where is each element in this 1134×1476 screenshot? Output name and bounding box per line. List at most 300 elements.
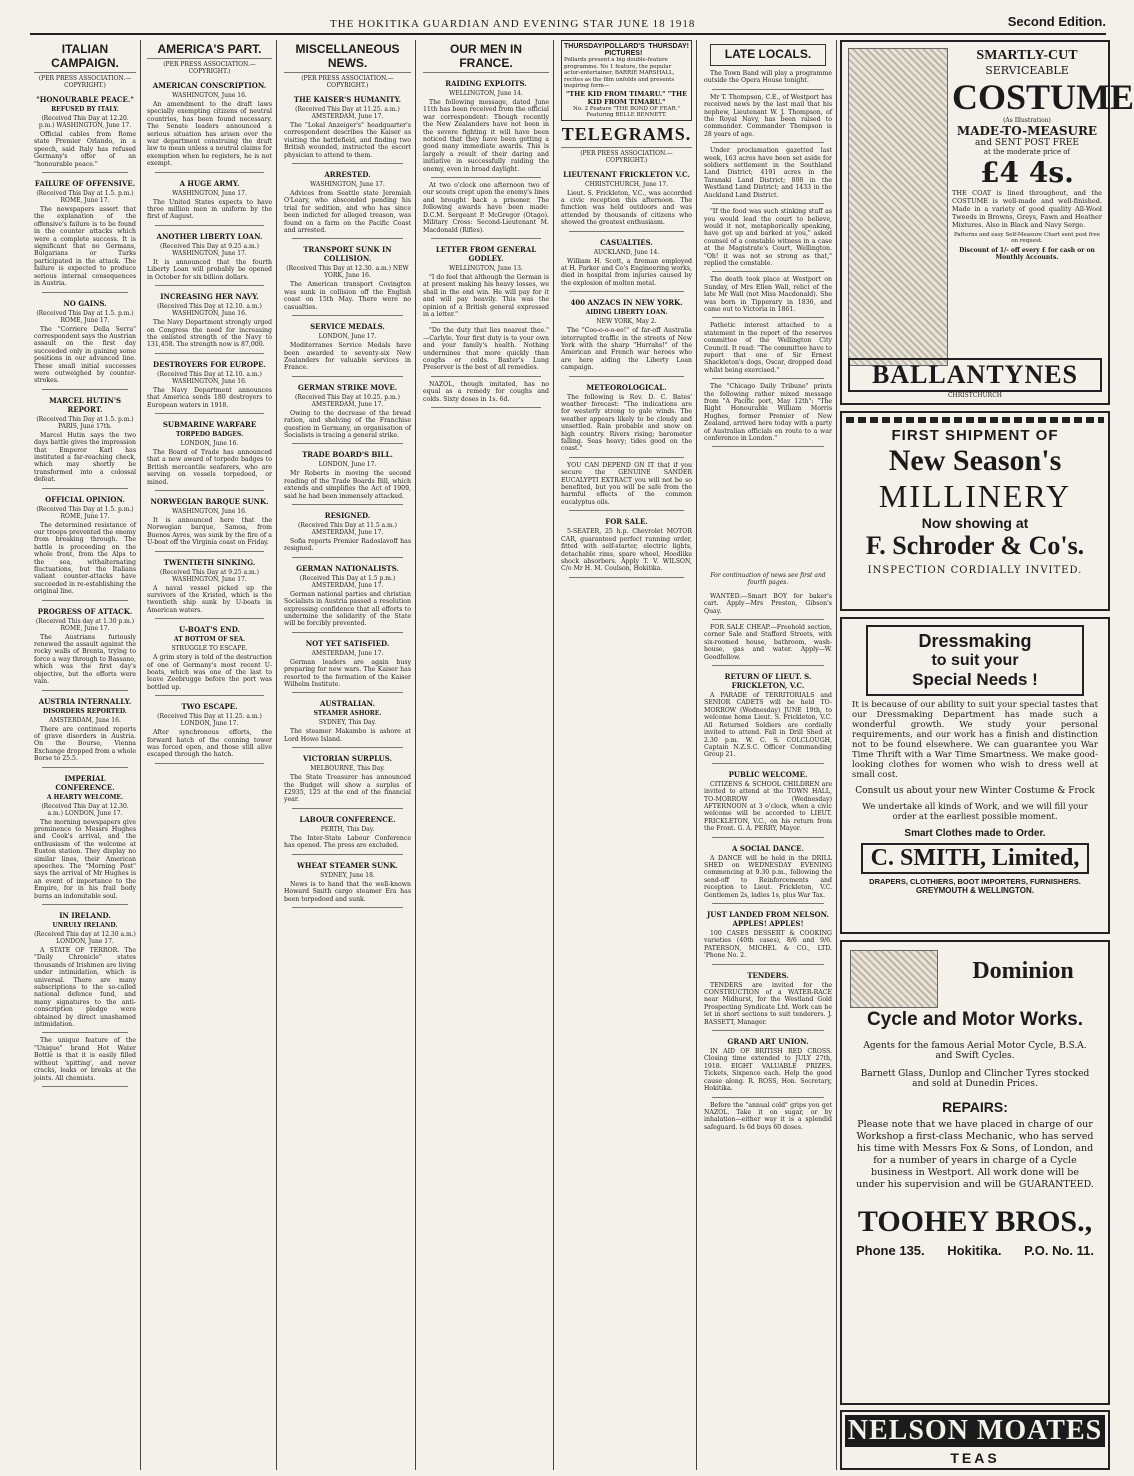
article-body: An amendment to the draft laws specially exempting citizens of neutral countries, has been found necessary. The Senate leaders announced a serious situation has arisen over the war department construing the draft law to mean unless a neutral claims for exemption when he registers, he is not exempt. <box>147 101 272 168</box>
pollards-day-left: THURSDAY! <box>564 43 605 50</box>
article-body: The American transport Covington was sunk in collision off the English coast on 15th May. There were no casualties. <box>284 281 411 311</box>
article-subheading: REFUSED BY ITALY. <box>51 106 119 113</box>
column-italian-campaign <box>30 40 141 1470</box>
article-divider <box>42 1086 128 1087</box>
smith-dressmaking-ad <box>840 617 1110 934</box>
column-our-men-in-france <box>419 40 554 1470</box>
article-dateline: (Received This Day at 12.20. p.m.) WASHINGTON, June 17. <box>38 115 132 129</box>
article-dateline: AMSTERDAM, June 17. <box>311 649 384 657</box>
article <box>704 276 832 318</box>
article <box>284 383 411 445</box>
article-dateline: (Received This Day at 9.25 a.m.) WASHINGTON, June 17. <box>160 568 259 583</box>
toohey-town: Hokitika. <box>947 1243 1002 1258</box>
article-body: "If the food was such stinking stuff as you would lead the court to believe, would it not, metaphorically speaking, have got up and barked at you," asked counsel of a constable witness in a case at the Magistrate's Court, Wellington. "Oh! it was not so strong as that," replied the constable. <box>704 208 832 267</box>
article-body: YOU CAN DEPEND ON IT that if you secure the GENUINE SANDER EUCALYPTI EXTRACT you will not be so benefited, but you will be safe from the harmful effects of the common eucalyptus oils. <box>561 461 692 506</box>
article-heading: U-BOAT'S END. <box>179 625 240 635</box>
article-heading: MARCEL HUTIN'S REPORT. <box>48 395 122 414</box>
toohey-phone: Phone 135. <box>856 1243 925 1258</box>
article-heading: AMERICAN CONSCRIPTION. <box>152 81 267 90</box>
article <box>284 699 411 748</box>
schroder-brand: F. Schroder & Co's. <box>865 531 1085 560</box>
article-dateline: WELLINGTON, June 13. <box>449 264 523 272</box>
article-divider <box>569 376 684 377</box>
article-divider <box>42 389 128 390</box>
frickleton-notice: A PARADE of TERRITORIALS and SENIOR CADETS will be held TO-MORROW (Wednesday) JUNE 19th, to welcome home Lieut. S. Frickleton, V.C. All Returned Soldiers are cordially invited to attend. Fall in Drill Shed at 2.30 p.m. W. C. S. COLCLOUGH, Captain N.Z.S.C. Officer Commanding Group 21. <box>704 692 832 759</box>
article-dateline: (Received This Day at 1.5. p.m.) ROME, June 17. <box>36 190 134 205</box>
nelson-moates-ad <box>840 1410 1110 1470</box>
article-body: It is announced here that the Norwegian barque, Samoa, from Buenos Ayres, was sunk by the fire of a U-boat off the Virginia coast on Friday. <box>147 516 272 547</box>
article <box>561 170 692 232</box>
article-body: There are continued reports of grave disorders in Austria. On the Bourse, Vienna Exchange dropped from a whole Borse to 25.5. <box>34 725 136 763</box>
article-dateline: WELLINGTON, June 14. <box>449 90 523 97</box>
article-dateline: (Received This Day at 1.5. p.m.) ROME, June 17. <box>36 309 134 324</box>
article-dateline: SYDNEY, June 18. <box>320 871 375 879</box>
article-heading: PROGRESS OF ATTACK. <box>37 606 133 616</box>
section-heading: LATE LOCALS. <box>724 47 812 61</box>
article <box>284 511 411 558</box>
article-heading: GERMAN NATIONALISTS. <box>296 563 399 573</box>
apples-notice: 100 CASES DESSERT & COOKING varieties (40th cases), 8/6 and 9/6. PATERSON, MICHEL & CO., LTD. 'Phone No. 2. <box>704 930 832 960</box>
article-body: The United States expects to have three million men in uniform by the first of August. <box>147 198 272 221</box>
article <box>284 861 411 908</box>
article-divider <box>155 763 264 764</box>
article-dateline: WASHINGTON, June 17. <box>310 181 385 189</box>
article-heading: TRADE BOARD'S BILL. <box>302 450 393 460</box>
article <box>561 462 692 511</box>
article-dateline: AUCKLAND, June 14. <box>593 248 660 256</box>
smith-line-3: Special Needs ! <box>912 670 1038 689</box>
article-body: Mediterranes Service Medals have been awarded to seventy-six New Zealanders for valuable services in France. <box>284 342 411 372</box>
article-divider <box>42 172 128 173</box>
article <box>423 327 549 376</box>
article-divider <box>712 317 824 318</box>
article-dateline: (Received This Day at 9.25 a.m.) WASHINGTON, June 17. <box>160 242 259 257</box>
pollards-day-right: THURSDAY! <box>648 43 689 50</box>
smith-line-2: to suit your <box>931 652 1019 669</box>
article-body: The determined resistance of our troops prevented the enemy from breaking through. The battle is proceeding on the whole front, from the Alps to the sea, withalternating fluctuations, but the Italians valiant counter-attacks have succeeded in re-establishing the original line. <box>34 521 136 596</box>
classifieds <box>704 570 832 1470</box>
section-heading: TELEGRAMS. <box>561 124 692 148</box>
article-divider <box>155 353 264 354</box>
article-heading: NORWEGIAN BARQUE SUNK. <box>150 496 269 506</box>
ballantynes-brand: BALLANTYNES <box>848 358 1102 392</box>
smith-body: It is because of our ability to suit your special tastes that our Dressmaking Department has made such a wonderful growth. We study your personal requirements, and our work has a finish and distinction not to be found elsewhere. We can guarantee you War Time Thrift with a War Time Smartness. We make good-looking clothes for women who wish to dress well at small cost. <box>852 700 1098 780</box>
section-heading: ITALIAN CAMPAIGN. <box>34 42 136 73</box>
article-body: The Austrians furiously renewed the assault against the rocky walls of Brenta, trying to force a way through to Bassano, which was the first day's objective, but the efforts were vain. <box>34 633 136 686</box>
article <box>284 95 411 164</box>
article <box>34 697 136 768</box>
schroder-line-2: New Season's <box>888 444 1062 477</box>
ballantynes-line-7: at the moderate price of <box>983 148 1071 156</box>
article <box>284 450 411 505</box>
ballantynes-description: THE COAT is lined throughout, and the COSTUME is well-made and well-finished. Made in a variety of good quality All-Wool Tweeds in Browns, Greys, Fawn and Heather Mixtures. Also in Black and Navy Serge. <box>952 189 1102 229</box>
article-divider <box>712 446 824 447</box>
smith-line-7: DRAPERS, CLOTHIERS, BOOT IMPORTERS, FURNISHERS. <box>869 877 1081 886</box>
article-heading: GERMAN STRIKE MOVE. <box>297 382 398 392</box>
article-divider <box>292 504 403 505</box>
article-heading: DESTROYERS FOR EUROPE. <box>153 359 266 369</box>
article-body: Sofia reports Premier Radoslavoff has resigned. <box>284 537 411 553</box>
article-divider <box>155 618 264 619</box>
article-body: The Navy Department announces that America sends 180 destroyers to European waters in 1918. <box>147 386 272 409</box>
article-divider <box>155 413 264 414</box>
article-body: "I do feel that although the German is at present making his heavy losses, we shall in the end win. He will pay for it and will pay heavily. This was the opinion of a British general expressed in a letter." <box>423 273 549 318</box>
article-divider <box>155 225 264 226</box>
edition-label: Second Edition. <box>1007 14 1106 29</box>
article-body: William H. Scott, a fireman employed at H. Parker and Co's Engineering works, died in hospital from injuries caused by the explosion of molten metal. <box>561 257 692 287</box>
article-body: News is to hand that the well-known Howard Smith cargo steamer Era has been torpedoed and sunk. <box>284 880 411 903</box>
article-body: The "Chicago Daily Tribune" prints the following rather mixed message from "A Pacific port, May 12th": "The Right Honourable William Morris Hughes, former Premier of New Zealand, arrived here today with a party of Australian officials en route to a war conference in London." <box>704 383 832 443</box>
article-body: A STATE OF TERROR. The "Daily Chronicle" states thousands of Irishmen are living under intimidation, which is universal. There are many subscriptions to the so-called national defence fund, and many signatures to the anti-conscription pledge were obtained by direct unashamed intimidation. <box>34 947 136 1029</box>
article-divider <box>569 457 684 458</box>
article-heading: FAILURE OF OFFENSIVE. <box>34 179 136 189</box>
article-heading: OFFICIAL OPINION. <box>45 494 125 504</box>
article-divider <box>155 285 264 286</box>
article-divider <box>42 488 128 489</box>
article-body: German national parties and christian Socialists in Austria passed a resolution expressing confidence that all efforts to undermine the solidarity of the State will be forcibly prevented. <box>284 590 411 628</box>
column-americas-part <box>143 40 277 1470</box>
article-dateline: (Received This Day at 1.5. p.m.) PARIS, June 17th. <box>36 415 134 430</box>
pollards-ad <box>561 40 692 121</box>
article-body: Official cables from Rome state Premier Orlando, in a speech, said Italy has refused Germany's offer of an "honourable peace." <box>34 131 136 168</box>
article-subheading: TORPEDO BADGES. <box>175 430 244 438</box>
article-body: At two o'clock one afternoon two of our scouts crept upon the enemy's lines and brought back a prisoner. The following awards have been made: D.C.M. Sergeant P. McGregor (Otago). Military Cross: Second-Lieutenant M. Macdonald (Rifles). <box>423 182 549 234</box>
article-dateline: AMSTERDAM, June 16. <box>49 716 121 724</box>
article <box>34 495 136 601</box>
millinery-heading: MILLINERY <box>878 478 1072 514</box>
article-subheading: STEAMER ASHORE. <box>313 710 382 718</box>
apples-heading: JUST LANDED FROM NELSON. APPLES! APPLES! <box>706 910 830 928</box>
schroder-inspection: INSPECTION CORDIALLY INVITED. <box>867 565 1083 576</box>
article-body: The death took place at Westport on Sunday, of Mrs Ellen Wall, relict of the late Mr Wall (not Miss Macdonald). She was born in Tipperary in 1836, and came out to Victoria in 1861. <box>704 276 832 313</box>
article-divider <box>431 322 541 323</box>
article <box>561 517 692 577</box>
article <box>34 95 136 173</box>
article <box>147 292 272 354</box>
article-divider <box>292 808 403 809</box>
article-subheading: UNRULY IRELAND. <box>52 922 118 929</box>
article-body: Pathetic interest attached to a statement in the report of the reserves committee of the Wellington City Council. It read: "The committee have to report that one of Sir Ernest Shackleton's dogs, Oscar, dropped dead whilst being exercised." <box>704 322 832 374</box>
article-body: 5-SEATER, 25 h.p. Chevrolet MOTOR CAR, guaranteed perfect running order, fitted with self-starter, electric lights, detachable rims, spare wheel, Hoodlike shock absorbers. Apply T. V. WILSON, C/o Mr H. M. Coulson, Hokitika. <box>561 528 692 573</box>
article-body: The Navy Department strongly urged on Congress the need for increasing the enlisted strength of the Navy to 131,458. The strength now is 87,000. <box>147 319 272 349</box>
article-divider <box>155 551 264 552</box>
article-divider <box>712 142 824 143</box>
article-dateline: LONDON, June 17. <box>318 333 377 341</box>
article <box>284 639 411 694</box>
article <box>34 1037 136 1086</box>
article <box>704 383 832 447</box>
section-heading: MISCELLANEOUS NEWS. <box>284 42 411 73</box>
article-body: The steamer Makambo is ashore at Lord Howe Island. <box>284 728 411 743</box>
ballantynes-discount: Discount of 1/- off every £ for cash or on Monthly Accounts. <box>959 247 1095 261</box>
toohey-line-4: Barnett Glass, Dunlop and Clincher Tyres stocked and sold at Dunedin Prices. <box>860 1069 1090 1089</box>
article-heading: WHEAT STEAMER SUNK. <box>297 860 398 870</box>
for-sale-notice: FOR SALE CHEAP.—Freehold section, corner Sale and Stafford Streets, with six-roomed house, bathroom, wash-house, gas and water. Apply—W. Goodfellow. <box>704 624 832 661</box>
article-divider <box>569 577 684 578</box>
toohey-line-5: REPAIRS: <box>942 1099 1008 1115</box>
article-dateline: (Received This Day at 12.10. a.m.) WASHINGTON, June 16. <box>157 370 262 385</box>
article <box>34 911 136 1033</box>
article <box>423 245 549 323</box>
schroder-millinery-ad <box>840 411 1110 611</box>
article-heading: LABOUR CONFERENCE. <box>299 814 396 824</box>
article-heading: SERVICE MEDALS. <box>310 322 385 332</box>
schroder-line-1: FIRST SHIPMENT OF <box>891 427 1059 444</box>
late-locals-box <box>710 44 826 66</box>
article-heading: THE KAISER'S HUMANITY. <box>293 95 402 104</box>
article-dateline: (Received This Day at 11.25. a.m.) AMSTERDAM, June 17. <box>295 106 400 120</box>
article-body: NAZOL, though imitated, has no equal as a remedy for coughs and colds. Sixty doses in 1s. 6d. <box>423 380 549 403</box>
article <box>147 179 272 226</box>
press-credit: (PER PRESS ASSOCIATION.—COPYRIGHT.) <box>38 75 132 89</box>
article-divider <box>42 767 128 768</box>
schroder-line-4: Now showing at <box>921 515 1029 531</box>
article-dateline: CHRISTCHURCH, June 17. <box>585 180 668 188</box>
column-miscellaneous-news <box>280 40 416 1470</box>
article-heading: FOR SALE. <box>605 517 648 527</box>
article <box>284 815 411 855</box>
article-body: The "Coo-o-o-o-ee!" of far-off Australia interrupted traffic in the streets of New York with the sharp "Hurrahs!" of the American and French war heroes who are here aiding the Liberty Loan campaign. <box>561 327 692 372</box>
article-divider <box>292 376 403 377</box>
article <box>284 170 411 239</box>
toohey-po: P.O. No. 11. <box>1024 1243 1094 1258</box>
article-dateline: LONDON, June 17. <box>318 461 377 469</box>
article-divider <box>292 315 403 316</box>
article-divider <box>431 177 541 178</box>
article-heading: A HUGE ARMY. <box>179 178 240 188</box>
article-body: The Inter-State Labour Conference has opened. The press are excluded. <box>284 834 411 850</box>
ballantynes-patterns-note: Patterns and easy Self-Measure Chart sent post free on request. <box>953 232 1101 244</box>
article-body: The "Lokal Anzeiger's" headquarter's correspondent describes the Kaiser as visiting the battlefield, and finding two British wounded, instructed the escort physician to attend to them. <box>284 122 411 159</box>
press-credit: (PER PRESS ASSOCIATION.—COPYRIGHT.) <box>580 149 673 164</box>
article-dateline: WASHINGTON, June 17. <box>172 189 247 197</box>
article-heading: AUSTRALIAN. <box>319 699 376 709</box>
article-divider <box>431 376 541 377</box>
public-welcome-notice: CITIZENS & SCHOOL CHILDREN are invited to attend at the TOWN HALL, TO-MORROW (Wednesday) AFTERNOON at 3 o'clock, when a civic welcome will be accorded to LIEUT. FRICKLETON, V.C., on his return from the Front. G. A. PERRY, Mayor. <box>704 780 832 833</box>
ballantynes-line-4: (As Illustration) <box>1003 117 1051 124</box>
article <box>423 381 549 408</box>
toohey-cycle-ad <box>840 940 1110 1405</box>
column-late-locals <box>700 40 837 1470</box>
article-body: After synchronous efforts, the forward hatch of the conning tower was forced open, and those still alive escaped through the hatch. <box>147 729 272 759</box>
article-heading: TWO ESCAPE. <box>181 702 238 712</box>
article-divider <box>42 1032 128 1033</box>
article-body: The unique feature of the "Unique" brand Hot Water Bottle is that it is easily filled without 'spitting', and never cracks, leaks or breaks at the joints. All chemists. <box>34 1037 136 1082</box>
motorcycle-illustration <box>850 950 938 1008</box>
article <box>147 625 272 696</box>
tenders-notice: TENDERS are invited for the CONSTRUCTION of a WATER-RACE near Midhurst, for the Westland Gold Prospecting Syndicate Ltd. Work can be let in short sections to suit tenderers. J. BASSETT, Manager. <box>704 981 832 1026</box>
article-divider <box>569 231 684 232</box>
social-dance-heading: A SOCIAL DANCE. <box>732 843 804 853</box>
article-dateline: (Received This Day at 11.25. a.m.) LONDON, June 17. <box>157 713 262 728</box>
article-divider <box>431 407 541 408</box>
article-divider <box>292 163 403 164</box>
art-union-heading: GRAND ART UNION. <box>727 1037 809 1047</box>
article-subheading: DISORDERS REPORTED. <box>42 707 128 715</box>
article-heading: SUBMARINE WARFARE <box>162 419 257 429</box>
article-body: Marcel Hutin says the two days battle gives the impression that Emperor Karl has instituted a far-reaching check, which may shortly be transformed into a colossal defeat. <box>34 431 136 484</box>
article-heading: ARRESTED. <box>324 170 371 180</box>
article <box>561 383 692 458</box>
article-heading: NO GAINS. <box>63 298 107 308</box>
article <box>147 497 272 552</box>
toohey-body: Please note that we have placed in charge of our Workshop a first-class Mechanic, who has served his time with Messrs Fox & Sons, of London, and for a number of years in charge of a Cycle business in Westport. All work done will be under his supervision and will be GUARANTEED. <box>856 1119 1094 1190</box>
woman-costume-illustration <box>848 48 948 366</box>
article <box>423 182 549 239</box>
article-body: The Board of Trade has announced that a new award of torpedo badges to British mercantile seafarers, who are serving on vessels torpedoed, or mined. <box>147 448 272 486</box>
article-body: It is announced that the fourth Liberty Loan will probably be opened in October for six billion dollars. <box>147 258 272 281</box>
nelson-teas: TEAS <box>950 1450 1000 1466</box>
decorative-border <box>846 417 1104 423</box>
article <box>147 558 272 620</box>
article-heading: IN IRELAND. <box>59 911 111 920</box>
article <box>34 179 136 292</box>
article-body: A naval vessel picked up the survivors of the Kristed, which is the twentieth ship sunk by U-boats in American waters. <box>147 584 272 614</box>
article-heading: INCREASING HER NAVY. <box>160 292 259 302</box>
article-divider <box>569 510 684 511</box>
ballantynes-line-1: SMARTLY-CUT <box>976 48 1078 63</box>
article-subheading: A HEARTY WELCOME. <box>46 793 124 801</box>
article-dateline: WASHINGTON, June 16. <box>172 92 247 99</box>
article <box>147 81 272 173</box>
article-body: German leaders are again busy preparing for new wars. The Kaiser has resorted to the formation of the Kaiser Wilhelm Institute. <box>284 658 411 689</box>
article <box>34 299 136 390</box>
article-divider <box>292 632 403 633</box>
article-dateline: (Received This Day at 12.30. a.m.) NEW YORK, June 16. <box>286 265 409 280</box>
smith-brand: C. SMITH, Limited, <box>861 843 1090 874</box>
article-heading: CASUALTIES. <box>600 237 653 247</box>
column-telegrams <box>557 40 697 1470</box>
article-divider <box>292 747 403 748</box>
pollards-film: "THE KID FROM TIMARU." "THE KID FROM TIMARU." <box>565 89 688 106</box>
smith-line-5: We undertake all kinds of Work, and we will fill your order at the earliest possible moment. <box>862 802 1088 822</box>
article <box>561 238 692 293</box>
article-dateline: (Received This day at 12.30 a.m.) LONDON, June 17. <box>34 931 136 945</box>
article-divider <box>42 292 128 293</box>
article-body: The State Treasurer has announced the Budget will show a surplus of £2935, 125 at the end of the financial year. <box>284 774 411 804</box>
article-body: The following is Rev. D. C. Bates' weather forecast: "The indications are for westerly strong to gale winds. The weather appears likely to be cloudy and unsettled. Rain probable and snow on high country. Rivers rising; barometer falling. Seas heavy; tides good on the coast." <box>561 393 692 453</box>
pollards-feature-2: No. 2 Feature "THE BOND OF FEAR." Featuring BELLE BENNETT. <box>573 105 680 118</box>
article-body: Mr T. Thompson, C.E., of Westport has received news by the last mail that his nephew, Lieutenant W. J. Thompson, of the Royal Navy, has been raised to commander. Commander Thompson is 28 years of age. <box>704 93 832 138</box>
article <box>284 564 411 633</box>
article <box>284 754 411 809</box>
section-heading: OUR MEN IN FRANCE. <box>423 42 549 73</box>
smith-line-6: Smart Clothes made to Order. <box>904 828 1046 839</box>
masthead-title: THE HOKITIKA GUARDIAN AND EVENING STAR JUNE 18 1918 <box>330 18 696 30</box>
article-body: The Town Band will play a programme outside the Opera House tonight. <box>704 70 832 85</box>
article-divider <box>292 557 403 558</box>
article-heading: LIEUTENANT FRICKLETON V.C. <box>563 169 690 179</box>
toohey-line-3: Agents for the famous Aerial Motor Cycle, B.S.A. and Swift Cycles. <box>863 1041 1087 1061</box>
article-body: The "Corriere Della Serra" correspondent says the Austrian assault on the first day succeeded only in gaining some positions in our advanced line. These small initial successes were outweighed by counter-strokes. <box>34 325 137 385</box>
section-heading: AMERICA'S PART. <box>147 42 272 59</box>
article <box>147 360 272 414</box>
tenders-heading: TENDERS. <box>747 970 789 980</box>
article <box>34 607 136 691</box>
ballantynes-city: CHRISTCHURCH <box>947 392 1003 399</box>
article-dateline: (Received This Day at 10.25. p.m.) AMSTERDAM, June 17. <box>295 393 400 408</box>
article-subheading: AIDING LIBERTY LOAN. <box>585 309 668 317</box>
article-divider <box>712 89 824 90</box>
article-body: The morning newspapers give prominence to Messrs Hughes and Cook's arrival, and the enthusiasm of the welcome at Euston station. They display no similar lines, their American speeches. The "Morning Post" says the arrival of Mr Hughes is an event of importance to the Empire, for in his frail body burns an indomitable soul. <box>34 818 136 900</box>
article-dateline: (Received This Day at 1.5 p.m.) AMSTERDAM, June 17. <box>299 574 396 589</box>
toohey-line-2: Cycle and Motor Works. <box>866 1009 1084 1030</box>
article <box>561 298 692 376</box>
article-dateline: (Received This Day at 11.5 a.m.) AMSTERDAM, June 17. <box>298 521 397 536</box>
article-heading: AUSTRIA INTERNALLY. <box>38 696 132 706</box>
article-divider <box>292 692 403 693</box>
article <box>147 232 272 286</box>
smith-line-1: Dressmaking <box>918 631 1032 651</box>
nelson-brand: NELSON MOATES <box>845 1415 1105 1447</box>
article <box>284 245 411 316</box>
article-heading: METEOROLOGICAL. <box>586 382 667 392</box>
social-dance-notice: A DANCE will be held in the DRILL SHED on WEDNESDAY EVENING commencing at 9.30 p.m., following the send-off to Reinforcements and reception to Lieut. Frickleton, V.C. Gentlemen 2s, ladies 1s, plus War Tax. <box>704 854 832 899</box>
article-dateline: STRUGGLE TO ESCAPE. <box>171 645 248 653</box>
costume-heading: COSTUME <box>952 77 1134 117</box>
ballantynes-line-5: MADE-TO-MEASURE <box>956 124 1098 138</box>
wanted-notice: WANTED.—Smart BOY for baker's cart. Apply—Mrs Preston, Gibson's Quay. <box>704 592 832 615</box>
article-heading: LETTER FROM GENERAL GODLEY. <box>435 244 537 263</box>
article <box>34 396 136 489</box>
article <box>284 322 411 377</box>
article <box>704 322 832 379</box>
article-divider <box>155 490 264 491</box>
article <box>704 70 832 90</box>
press-credit: (PER PRESS ASSOCIATION.—COPYRIGHT.) <box>301 75 394 89</box>
article-heading: RAIDING EXPLOITS. <box>445 79 527 88</box>
article-heading: NOT YET SATISFIED. <box>305 638 390 648</box>
ballantynes-ad <box>840 40 1134 405</box>
article <box>147 702 272 764</box>
article-dateline: (Received This Day at 12.30. a.m.) LONDON, June 17. <box>41 802 129 817</box>
masthead-rule <box>30 33 1106 35</box>
article-heading: "HONOURABLE PEACE." <box>36 95 134 104</box>
ballantynes-line-2: SERVICEABLE <box>985 64 1069 77</box>
article-body: The following message, dated June 11th has been received from the official war correspondent: Though recently the New Zealanders have not been in the severe fighting it will have been noticed that they have been getting a good many immediate awards. This is largely a result of their daring and initiative in successfully raiding the enemy, even in broad daylight. <box>423 99 549 173</box>
nazol-notice: Before the "annual cold" grips you get NAZOL. Take it on sugar, or by inhalation—either way it is a splendid safeguard. Is 6d buys 60 doses. <box>704 1101 832 1131</box>
article-heading: 400 ANZACS IN NEW YORK. <box>570 298 683 308</box>
article-dateline: (Received This day at 1.30 p.m.) ROME, June 17. <box>35 617 135 632</box>
article-dateline: SYDNEY, This Day. <box>318 719 377 727</box>
article-dateline: (Received This Day at 12.10. a.m.) WASHINGTON, June 16. <box>157 303 262 318</box>
article-body: Advices from Seattle state Jeremiah O'Leary, who absconded pending his trial for sedition, and who has since been indicted for alleged treason, was found on a farm on the Pacific Coast and arrested. <box>284 190 411 235</box>
article-divider <box>292 443 403 444</box>
article-dateline: PERTH, This Day. <box>320 825 375 833</box>
article-divider <box>155 172 264 173</box>
smith-line-8: GREYMOUTH & WELLINGTON. <box>915 886 1035 895</box>
article-body: Under proclamation gazetted last week, 163 acres have been set aside for soldiers settlement in the Southland Land District; 4191 acres in the Taranaki Land District; 808 in the Westland Land District; and 1433 in the Auckland Land District. <box>704 147 832 199</box>
article <box>147 420 272 491</box>
article <box>704 94 832 143</box>
article-divider <box>155 695 264 696</box>
toohey-brand: TOOHEY BROS., <box>857 1205 1093 1238</box>
article-heading: VICTORIAN SURPLUS. <box>302 754 393 764</box>
article-heading: TRANSPORT SUNK IN COLLISION. <box>303 245 392 264</box>
smith-line-4: Consult us about your new Winter Costume & Frock <box>855 786 1095 796</box>
article-heading: ANOTHER LIBERTY LOAN. <box>156 231 263 241</box>
article-divider <box>42 690 128 691</box>
masthead <box>0 0 1114 34</box>
article-body: Owing to the decrease of the bread ration, and shelving of the Franchise question in Germany, an organisation of Socialists is tracing a general strike. <box>284 409 411 439</box>
article-dateline: (Received This Day at 1.5. p.m.) ROME, June 17. <box>36 505 134 520</box>
article-dateline: MELBOURNE, This Day. <box>310 765 385 773</box>
art-union-notice: IN AID OF BRITISH RED CROSS. Closing time extended to JULY 27th, 1918. EIGHT VALUABLE PRIZES. Tickets, Sixpence each. Help the good cause along. R. ROSS, Hon. Secretary, Hokitika. <box>704 1048 832 1093</box>
article <box>704 208 832 272</box>
article-heading: TWENTIETH SINKING. <box>163 557 256 567</box>
article-body: A grim story is told of the destruction of one of Germany's most recent U-boats, which was one of the last to leave Zeebrugge before the port was bottled up. <box>147 654 272 691</box>
article-body: "Do the duty that lies nearest thee." —Carlyle. Your first duty is to your own and your family's health. Nothing undermines that more quickly than coughs or colds. Baxter's Lung Preserver is the best of all remedies. <box>423 327 549 372</box>
